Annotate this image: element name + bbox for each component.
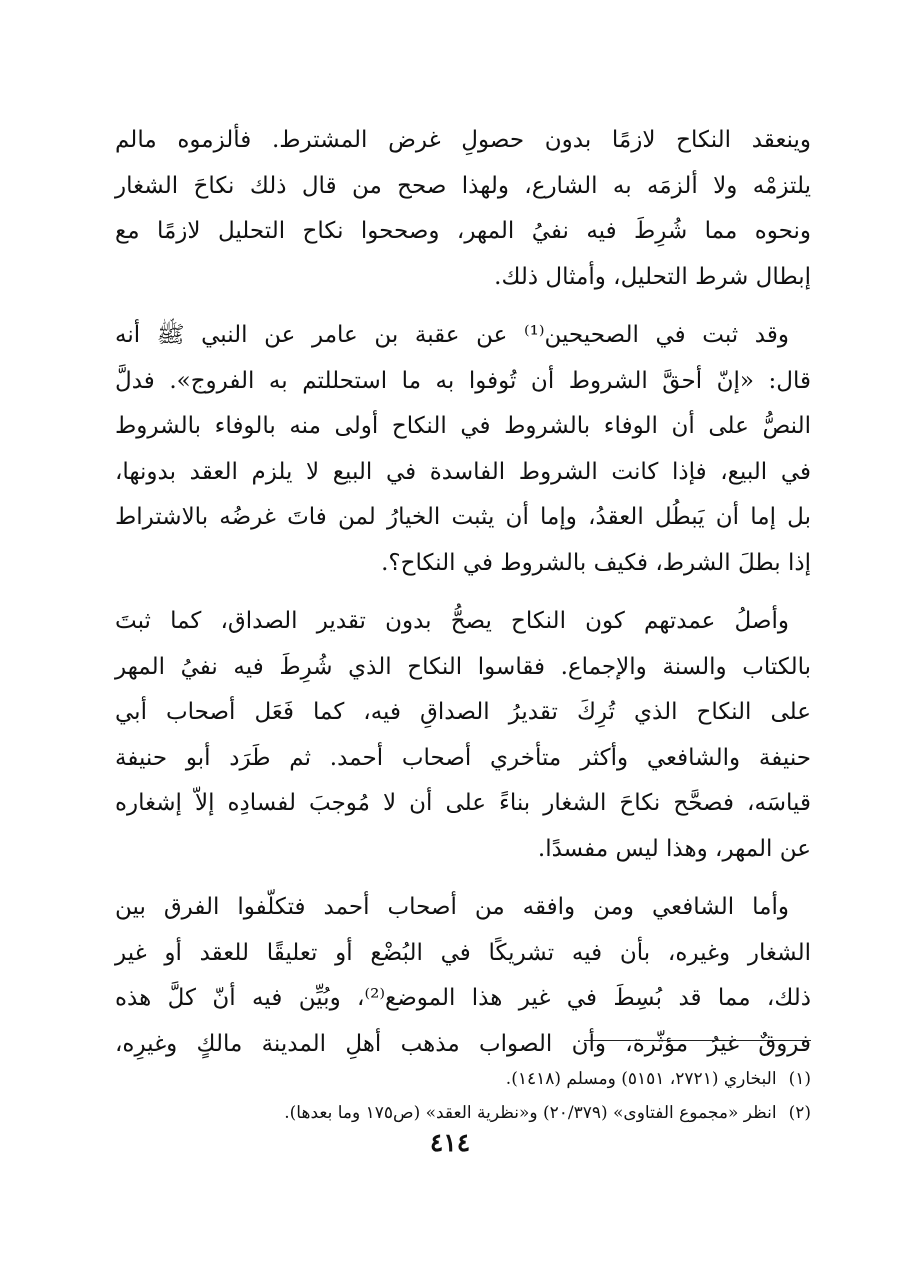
text-line: على النكاح الذي تُرِكَ تقديرُ الصداقِ فيه، كما فَعَل أصحاب أبي — [115, 699, 811, 725]
paragraph-1 — [115, 118, 811, 300]
text-line: النصُّ على أن الوفاء بالشروط في النكاح أولى منه بالوفاء بالشروط — [115, 413, 811, 439]
text-line: وأما الشافعي ومن وافقه من أصحاب أحمد فتكلّفوا الفرق بين — [115, 894, 789, 920]
footnote-1 — [115, 1062, 811, 1096]
main-text — [115, 118, 811, 1080]
footnotes — [115, 1062, 811, 1130]
text-line: في البيع، فإذا كانت الشروط الفاسدة في البيع لا يلزم العقد بدونها، — [115, 458, 811, 485]
text-line: عن المهر، وهذا ليس مفسدًا. — [537, 835, 811, 862]
text-line: قياسَه، فصحَّح نكاحَ الشغار بناءً على أن لا مُوجبَ لفسادِه إلاّ إشغاره — [115, 790, 811, 816]
text-line: وأصلُ عمدتهم كون النكاح يصحُّ بدون تقدير الصداق، كما ثبتَ — [115, 608, 789, 634]
text-line: فروقٌ غيرُ مؤثّرة، وأن الصواب مذهب أهلِ المدينة مالكٍ وغيرِه، — [115, 1030, 811, 1057]
text-line: بالكتاب والسنة والإجماع. فقاسوا النكاح الذي شُرِطَ فيه نفيُ المهر — [115, 653, 811, 680]
text-line: ونحوه مما شُرِطَ فيه نفيُ المهر، وصححوا نكاح التحليل لازمًا مع — [115, 218, 811, 244]
footnote-divider — [584, 1040, 811, 1041]
footnote-text: انظر «مجموع الفتاوى» (٢٠/٣٧٩) و«نظرية العقد» (ص١٧٥ وما بعدها). — [284, 1103, 777, 1123]
text-line: وقد ثبت في الصحيحين⁽¹⁾ عن عقبة بن عامر عن النبي ﷺ أنه — [115, 322, 789, 348]
text-line: حنيفة والشافعي وأكثر متأخري أصحاب أحمد. ثم طَرَد أبو حنيفة — [115, 744, 811, 771]
footnote-number: (٢) — [788, 1103, 811, 1123]
text-line: الشغار وغيره، بأن فيه تشريكًا في البُضْع أو تعليقًا للعقد أو غير — [115, 939, 811, 966]
footnote-number: (١) — [788, 1069, 811, 1089]
text-line: إذا بطلَ الشرط، فكيف بالشروط في النكاح؟. — [381, 549, 811, 576]
page-number: ٤١٤ — [429, 1128, 471, 1157]
text-line: بل إما أن يَبطُل العقدُ، وإما أن يثبت الخيارُ لمن فاتَ غرضُه بالاشتراط — [115, 504, 811, 530]
paragraph-2 — [115, 313, 811, 586]
text-line: إبطال شرط التحليل، وأمثال ذلك. — [494, 263, 811, 290]
text-line: ذلك، مما قد بُسِطَ في غير هذا الموضع⁽²⁾، وبُيِّن فيه أنّ كلَّ هذه — [115, 985, 811, 1011]
text-line: قال: «إنّ أحقَّ الشروط أن تُوفوا به ما استحللتم به الفروج». فدلَّ — [115, 367, 811, 394]
paragraph-3 — [115, 599, 811, 872]
text-line: وينعقد النكاح لازمًا بدون حصولِ غرض المشترط. فألزموه مالم — [115, 127, 811, 153]
footnote-2 — [115, 1096, 811, 1130]
footnote-text: البخاري (٢٧٢١، ٥١٥١) ومسلم (١٤١٨). — [505, 1069, 777, 1089]
text-line: يلتزمْه ولا ألزمَه به الشارع، ولهذا صحح من قال ذلك نكاحَ الشغار — [115, 172, 811, 199]
